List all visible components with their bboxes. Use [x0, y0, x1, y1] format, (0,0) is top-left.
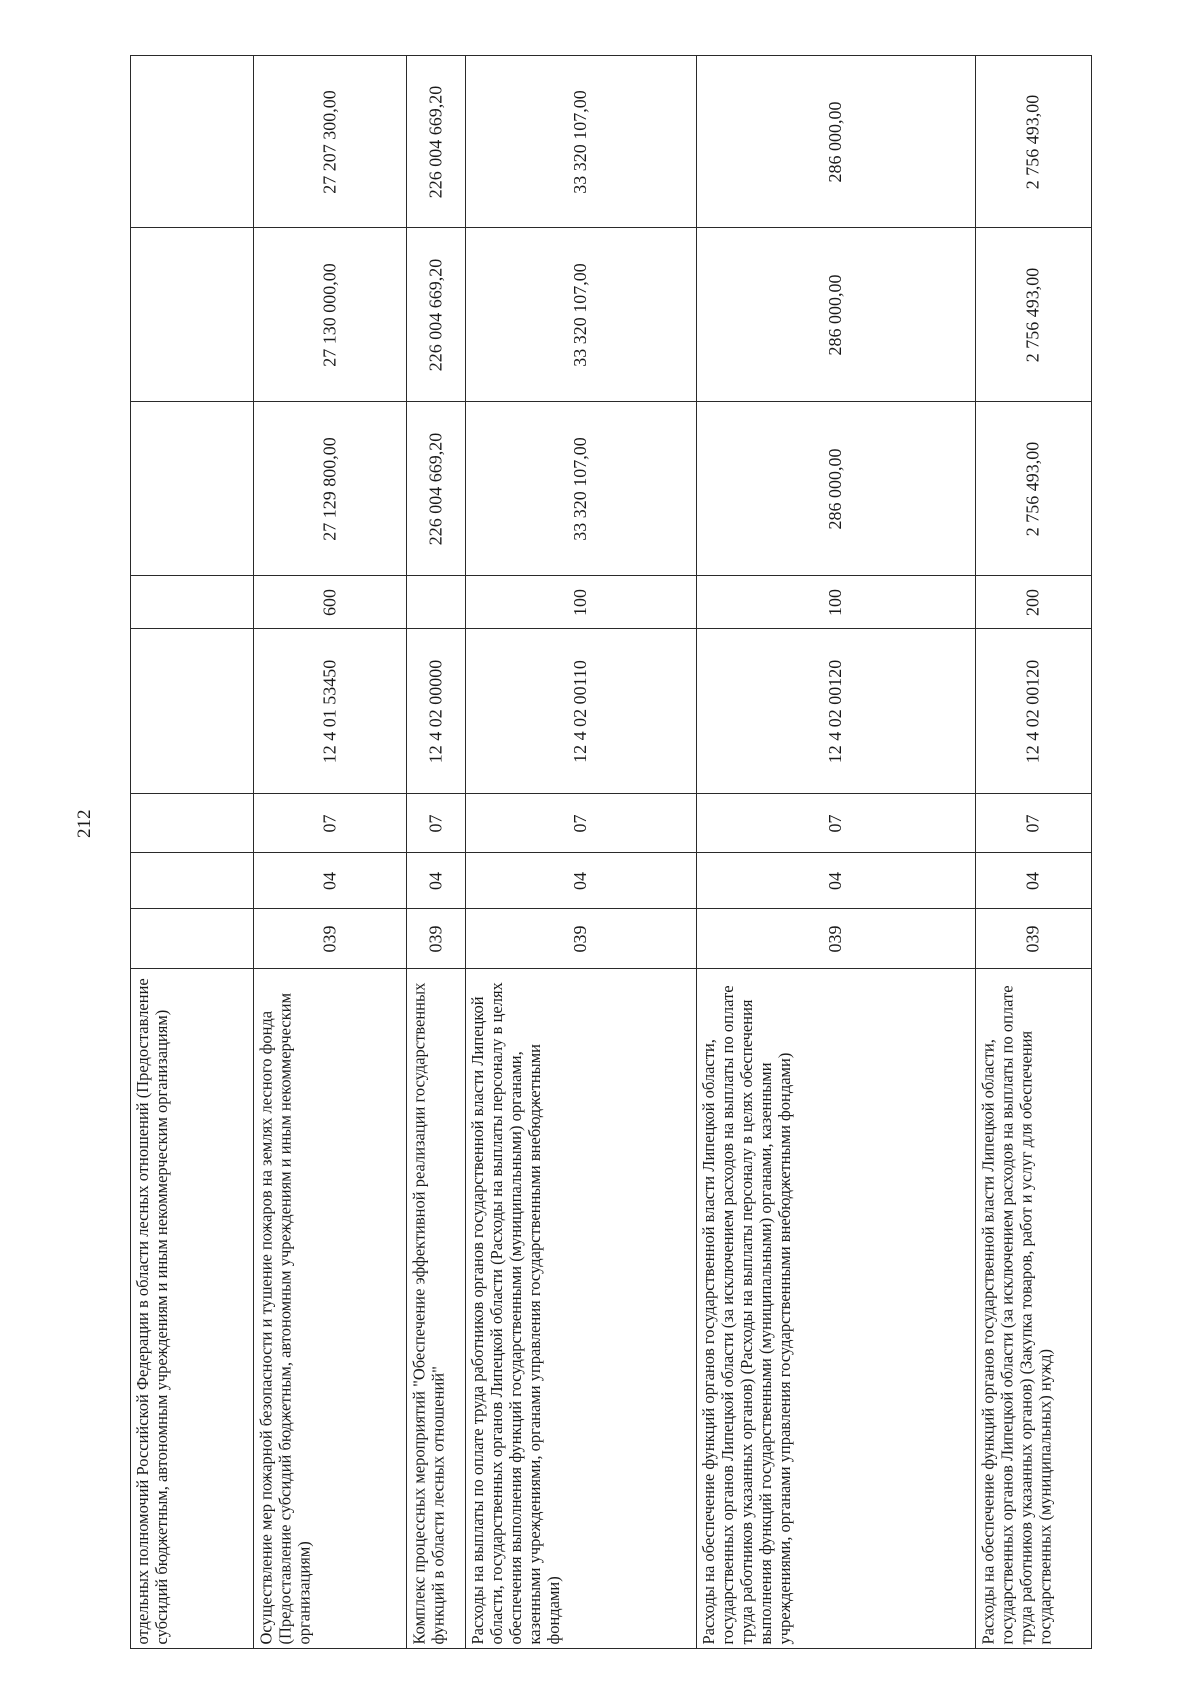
amount-1-cell: 33 320 107,00: [465, 402, 696, 576]
amount-2-cell: 27 130 000,00: [253, 228, 406, 402]
csr-cell: 12 4 02 00120: [976, 629, 1092, 794]
vr-cell: 600: [253, 576, 406, 629]
table-row: [407, 56, 465, 1649]
name-cell: Расходы на обеспечение функций органов государственной власти Липецкой области, государственных органов Липецкой области (за исключением расходов на выплаты по оплате труда работников указанных органов) (Расходы на выплаты персоналу в целях обеспечения выполнения функций государственными (муниципальными) органами, казенными учреждениями, органами управления государственными внебюджетными фондами): [696, 969, 976, 1649]
amount-3-cell: [131, 56, 254, 228]
table-row: [696, 56, 976, 1649]
pr-cell: 07: [407, 794, 465, 853]
amount-2-cell: [131, 228, 254, 402]
budget-table: [130, 55, 1092, 1649]
table-row: [465, 56, 696, 1649]
page-number: 212: [74, 809, 95, 838]
vr-cell: 100: [465, 576, 696, 629]
vr-cell: [131, 576, 254, 629]
grbs-cell: 039: [976, 909, 1092, 969]
budget-table-container: [130, 55, 1092, 1648]
amount-2-cell: 286 000,00: [696, 228, 976, 402]
pr-cell: 07: [465, 794, 696, 853]
table-row: [253, 56, 406, 1649]
rz-cell: 04: [407, 853, 465, 909]
pr-cell: [131, 794, 254, 853]
amount-3-cell: 27 207 300,00: [253, 56, 406, 228]
amount-2-cell: 33 320 107,00: [465, 228, 696, 402]
csr-cell: 12 4 02 00110: [465, 629, 696, 794]
vr-cell: 100: [696, 576, 976, 629]
table-row: [976, 56, 1092, 1649]
rz-cell: [131, 853, 254, 909]
rz-cell: 04: [253, 853, 406, 909]
pr-cell: 07: [976, 794, 1092, 853]
amount-3-cell: 226 004 669,20: [407, 56, 465, 228]
csr-cell: 12 4 02 00120: [696, 629, 976, 794]
csr-cell: [131, 629, 254, 794]
name-cell: Комплекс процессных мероприятий "Обеспечение эффективной реализации государственных функций в области лесных отношений": [407, 969, 465, 1649]
grbs-cell: [131, 909, 254, 969]
name-cell: отдельных полномочий Российской Федерации в области лесных отношений (Предоставление субсидий бюджетным, автономным учреждениям и иным некоммерческим организациям): [131, 969, 254, 1649]
amount-1-cell: 2 756 493,00: [976, 402, 1092, 576]
grbs-cell: 039: [253, 909, 406, 969]
name-cell: Расходы на выплаты по оплате труда работников органов государственной власти Липецкой области, государственных органов Липецкой области (Расходы на выплаты персоналу в целях обеспечения выполнения функций государственными (муниципальными) органами, казенными учреждениями, органами управления государственными внебюджетными фондами): [465, 969, 696, 1649]
vr-cell: [407, 576, 465, 629]
name-cell: Расходы на обеспечение функций органов государственной власти Липецкой области, государственных органов Липецкой области (за исключением расходов на выплаты по оплате труда работников указанных органов) (Закупка товаров, работ и услуг для обеспечения государственных (муниципальных) нужд): [976, 969, 1092, 1649]
amount-1-cell: 27 129 800,00: [253, 402, 406, 576]
csr-cell: 12 4 02 00000: [407, 629, 465, 794]
grbs-cell: 039: [465, 909, 696, 969]
csr-cell: 12 4 01 53450: [253, 629, 406, 794]
rz-cell: 04: [696, 853, 976, 909]
pr-cell: 07: [696, 794, 976, 853]
pr-cell: 07: [253, 794, 406, 853]
table-row: [131, 56, 254, 1649]
amount-1-cell: 286 000,00: [696, 402, 976, 576]
vr-cell: 200: [976, 576, 1092, 629]
grbs-cell: 039: [696, 909, 976, 969]
amount-2-cell: 2 756 493,00: [976, 228, 1092, 402]
grbs-cell: 039: [407, 909, 465, 969]
rz-cell: 04: [976, 853, 1092, 909]
amount-3-cell: 286 000,00: [696, 56, 976, 228]
amount-3-cell: 33 320 107,00: [465, 56, 696, 228]
amount-2-cell: 226 004 669,20: [407, 228, 465, 402]
amount-1-cell: [131, 402, 254, 576]
name-cell: Осуществление мер пожарной безопасности и тушение пожаров на землях лесного фонда (Предоставление субсидий бюджетным, автономным учреждениям и иным некоммерческим организациям): [253, 969, 406, 1649]
rz-cell: 04: [465, 853, 696, 909]
amount-1-cell: 226 004 669,20: [407, 402, 465, 576]
amount-3-cell: 2 756 493,00: [976, 56, 1092, 228]
